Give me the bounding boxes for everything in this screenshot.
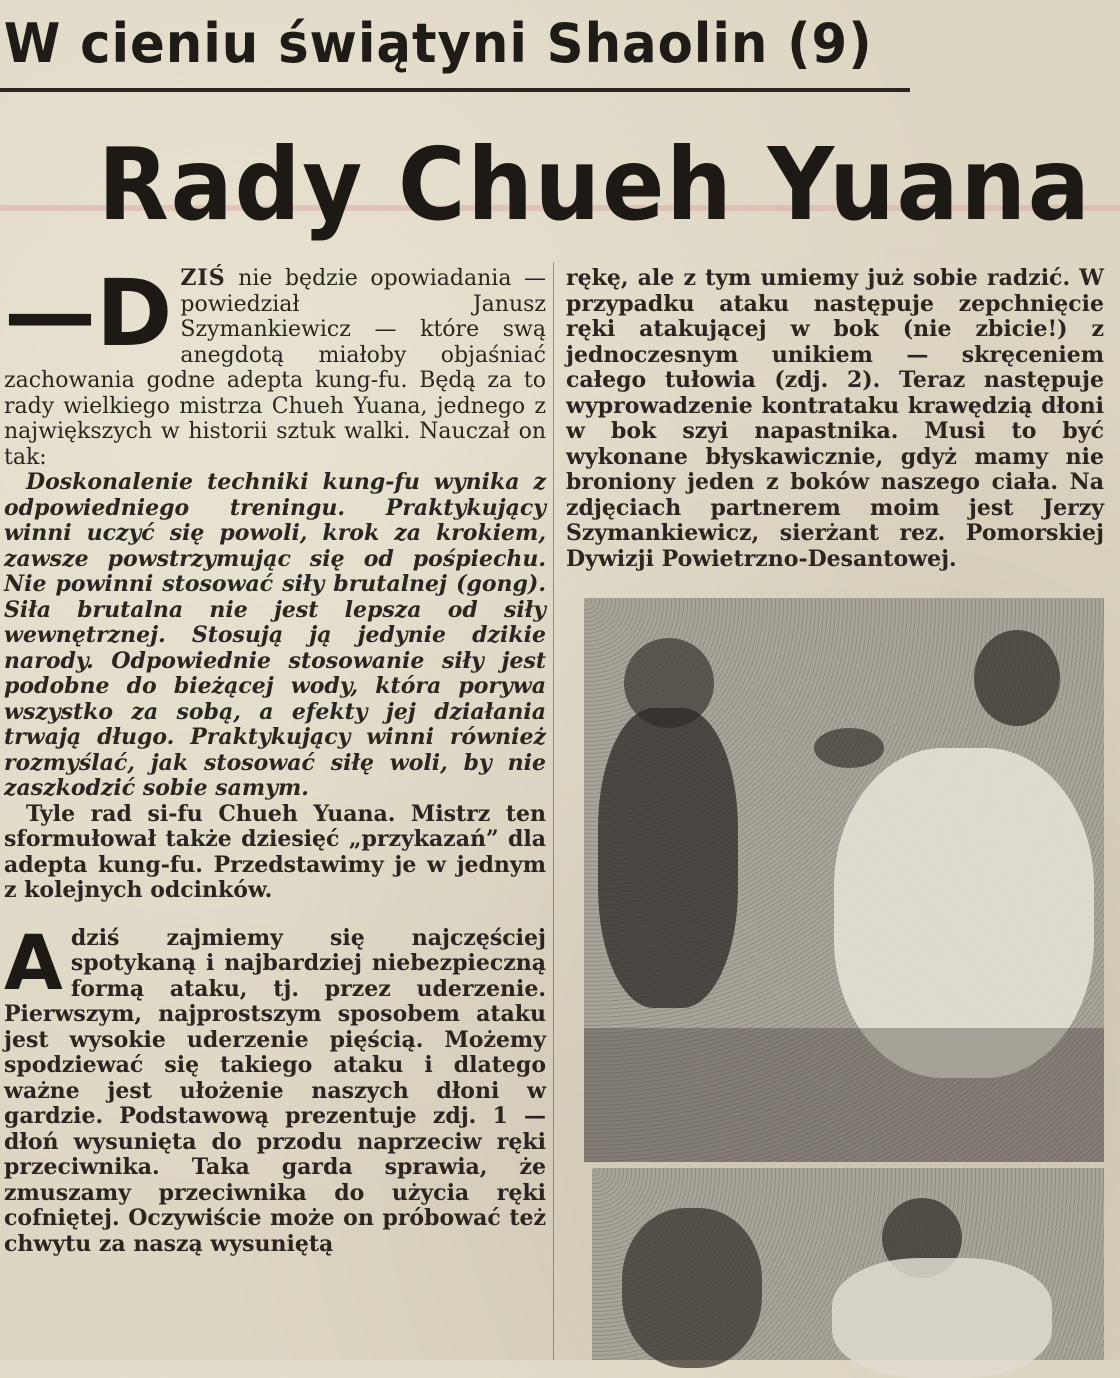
drop-cap-a: A — [4, 917, 63, 1007]
series-title: W cieniu świątyni Shaolin (9) — [3, 12, 873, 75]
paragraph-commandments: Tyle rad si-fu Chueh Yuana. Mistrz ten sformułował także dziesięć „przykazań” dla adepta kung-fu. Przedstawimy je w jednym z kolejnych odcinków. — [4, 800, 546, 903]
quote-paragraph: Doskonalenie techniki kung-fu wynika z odpowiedniego treningu. Praktykujący winni uczyć się powoli, krok za krokiem, zawsze powstrzymując się od pośpiechu. Nie powinni stosować siły brutalnej (gong). Siła brutalna nie jest lepsza od siły wewnętrznej. Stosują ją jedynie dzikie narody. Odpowiednie stosowanie siły jest podobne do bieżącej wody, która porywa wszystko za sobą, a efekty jej działania trwają długo. Praktykujący winni również rozmyślać, jak stosować siłę woli, by nie zaszkodzić sobie samym. — [4, 469, 546, 801]
photo-1 — [584, 598, 1104, 1162]
paragraph-intro — [4, 260, 546, 470]
attack-text: dziś zajmiemy się najczęściej spotykaną i najbardziej niebezpieczną formą ataku, tj. przez uderzenie. Pierwszym, najprostszym sposobem ataku jest wysokie uderzenie pięścią. Możemy spodziewać się takiego ataku i dlatego ważne jest ułożenie naszych dłoni w gardzie. Podstawową prezentuje zdj. 1 — dłoń wysunięta do przodu naprzeciw ręki przeciwnika. Taka garda sprawia, że zmuszamy przeciwnika do użycia ręki cofniętej. Oczywiście może on próbować też chwytu za naszą wysuniętą — [4, 924, 546, 1257]
left-column — [4, 260, 546, 1257]
drop-cap-d: —D — [4, 260, 173, 367]
right-column-text: rękę, ale z tym umiemy już sobie radzić. W przypadku ataku następuje zepchnięcie ręki atakującej w bok (nie zbicie!) z jednoczesnym unikiem — skręceniem całego tułowia (zdj. 2). Teraz następuje wyprowadzenie kontrataku krawędzią dłoni w bok szyi napastnika. Musi to być wykonane błyskawicznie, gdyż mamy nie broniony jeden z boków naszego ciała. Na zdjęciach partnerem moim jest Jerzy Szymankiewicz, sierżant rez. Pomorskiej Dywizji Powietrzno-Desantowej. — [566, 265, 1104, 572]
paragraph-attack — [4, 917, 546, 1258]
title-rule — [0, 88, 910, 92]
photo-2 — [592, 1168, 1104, 1360]
lead-word: ZIŚ — [180, 265, 226, 291]
right-column — [566, 266, 1104, 572]
intro-text: nie będzie opowiadania — powiedział Janusz Szymankiewicz — które swą anegdotą miałoby objaśniać zachowania godne adepta kung-fu. Będą za to rady wielkiego mistrza Chueh Yuana, jednego z największych w historii sztuk walki. Nauczał on tak: — [4, 266, 546, 470]
headline: Rady Chueh Yuana — [98, 126, 1092, 243]
column-divider — [553, 262, 554, 1360]
